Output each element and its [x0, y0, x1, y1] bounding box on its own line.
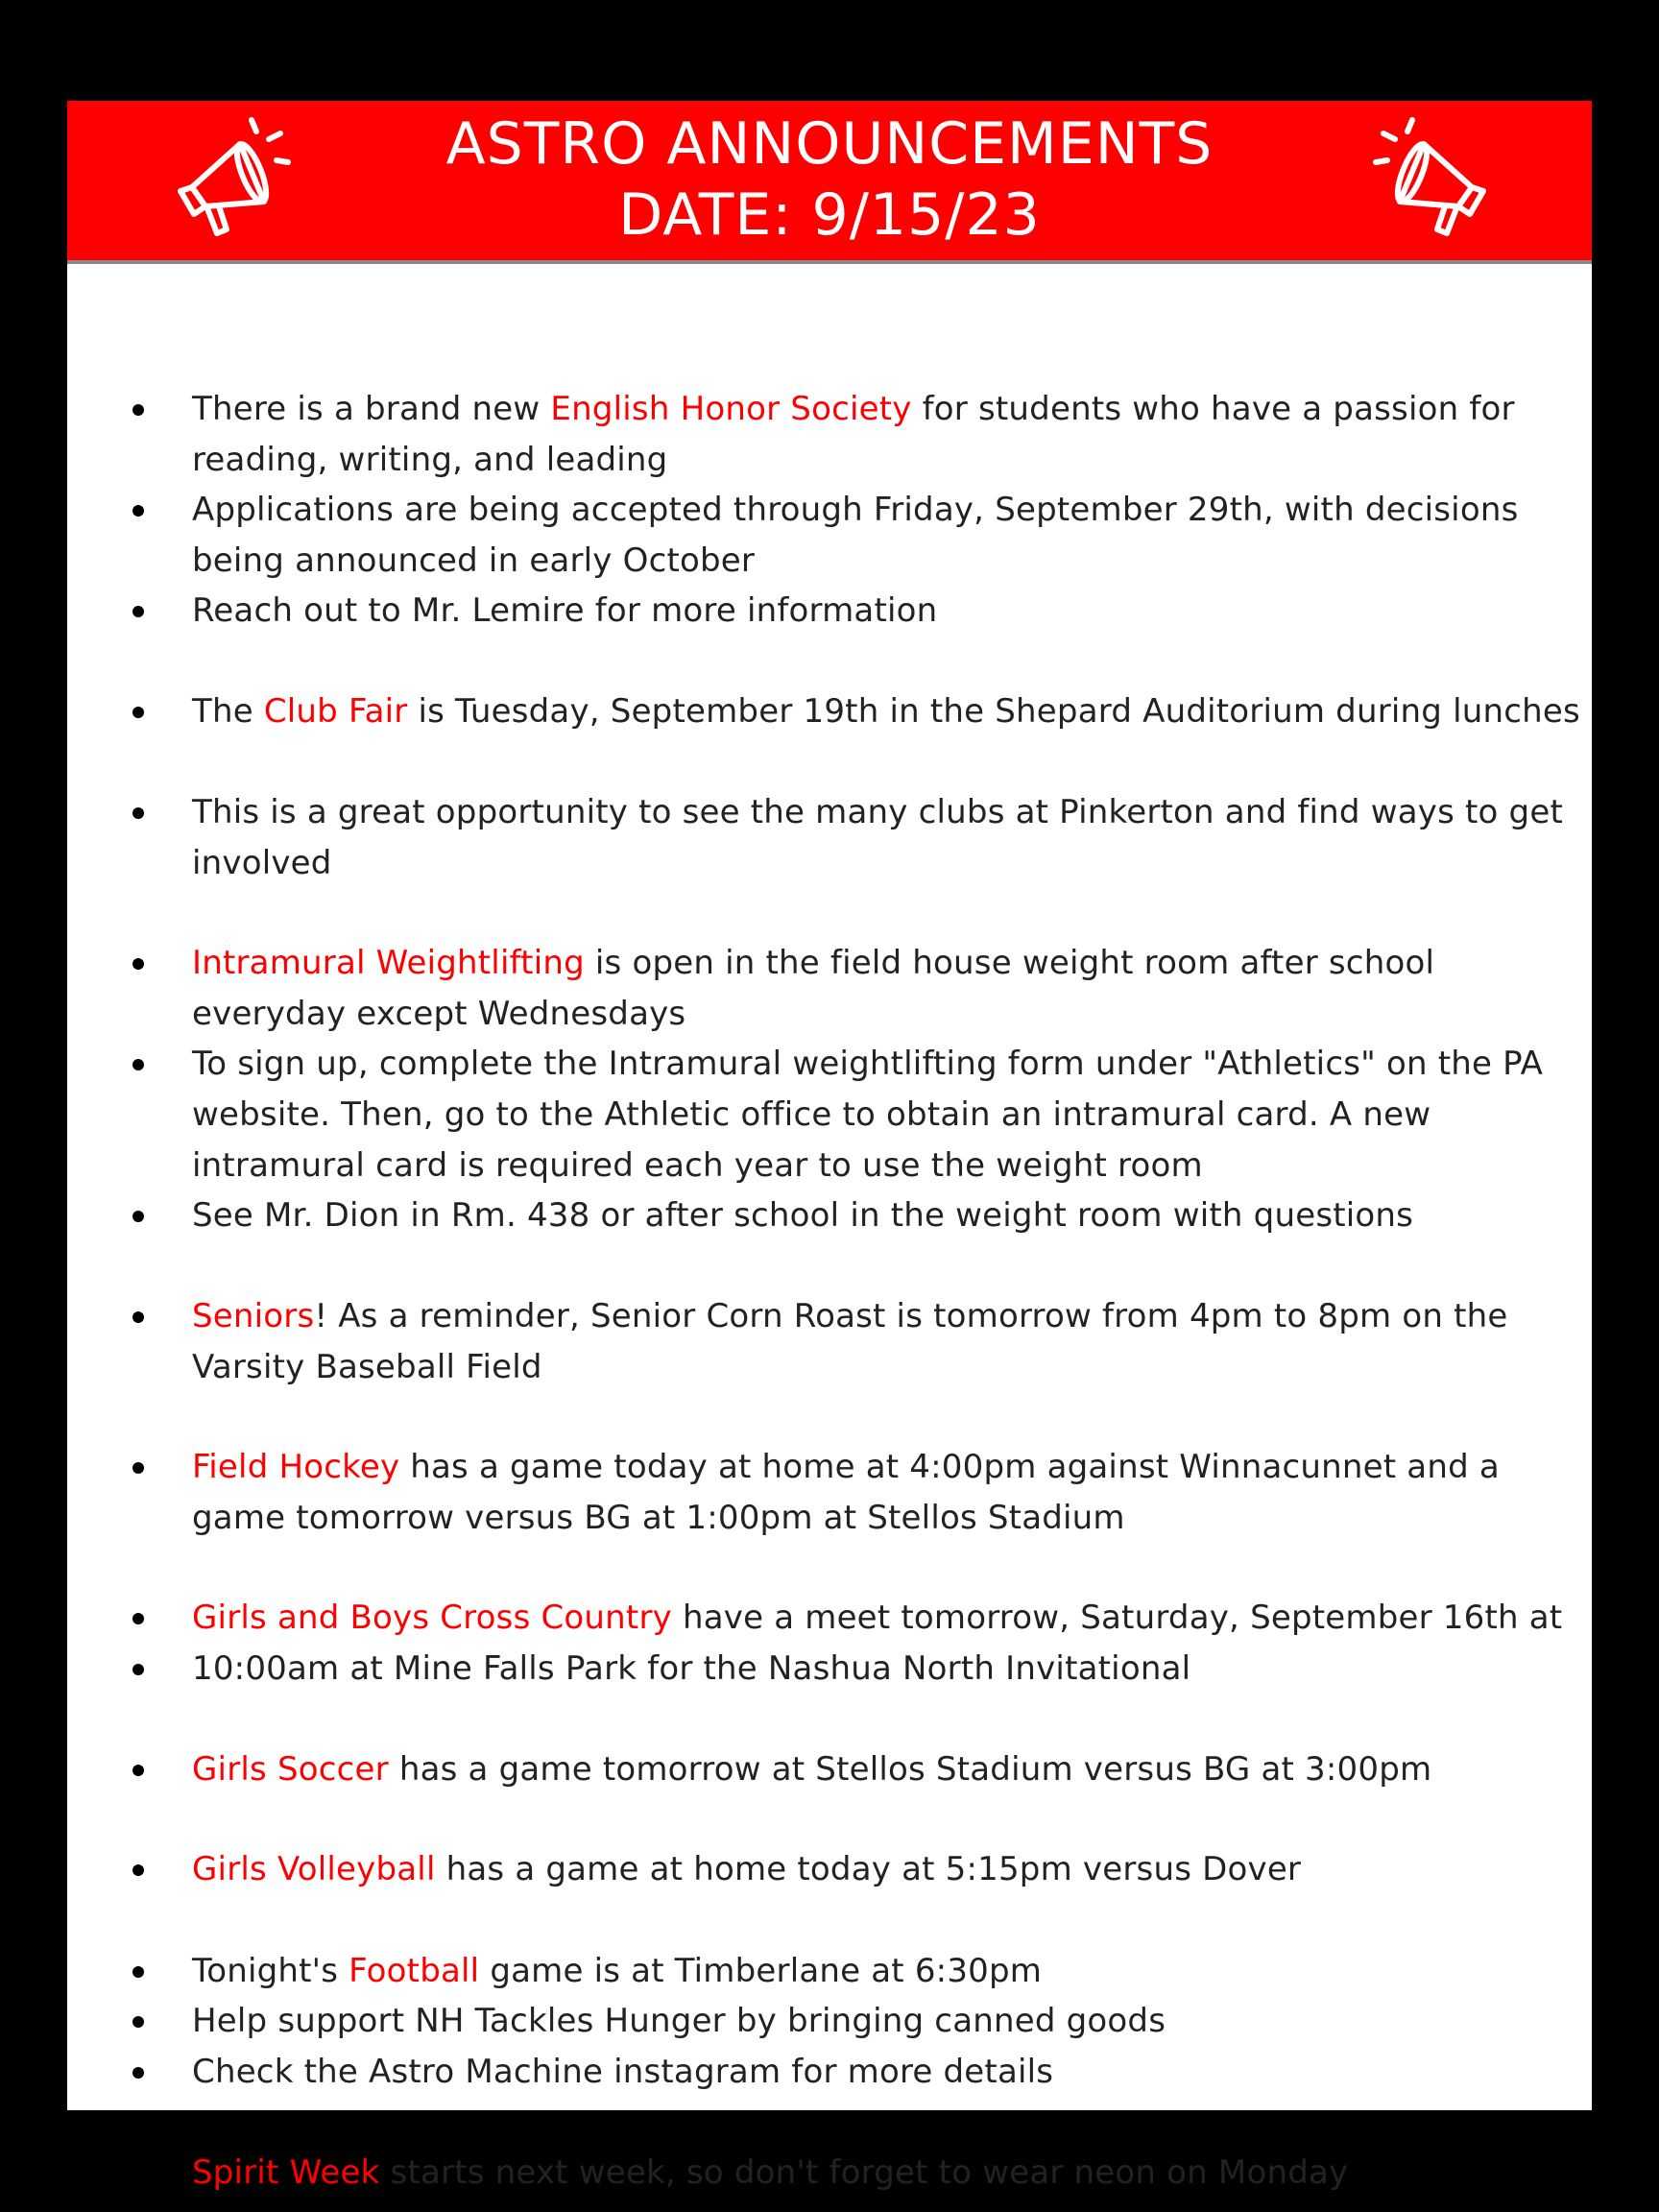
announcement-item — [192, 1644, 1584, 1695]
highlight-text: Girls and Boys Cross Country — [192, 1599, 672, 1637]
announcement-item — [192, 938, 1584, 1040]
bullet-icon — [132, 1613, 144, 1624]
announcement-item — [192, 787, 1584, 889]
bullet-icon — [132, 707, 144, 718]
highlight-text: Club Fair — [263, 692, 408, 731]
item-text: 10:00am at Mine Falls Park for the Nashua North Invitational — [192, 1649, 1191, 1688]
bullet-icon — [132, 1664, 144, 1675]
item-text: Check the Astro Machine instagram for more details — [192, 2053, 1054, 2091]
item-text: Applications are being accepted through Friday, September 29th, with decisions being announced in early October — [192, 491, 1529, 580]
item-text: The Club Fair is Tuesday, September 19th in the Shepard Auditorium during lunches — [192, 692, 1580, 731]
title-heading: ASTRO ANNOUNCEMENTS — [445, 110, 1214, 178]
bullet-icon — [132, 606, 144, 617]
announcement-item — [192, 686, 1584, 737]
announcement-item — [192, 1844, 1584, 1895]
bullet-icon — [132, 2168, 144, 2179]
item-text: Girls Soccer has a game tomorrow at Stellos Stadium versus BG at 3:00pm — [192, 1750, 1432, 1789]
item-text: Seniors! As a reminder, Senior Corn Roast is tomorrow from 4pm to 8pm on the Varsity Baseball Field — [192, 1297, 1519, 1386]
highlight-text: Intramural Weightlifting — [192, 944, 585, 982]
item-text: Spirit Week starts next week, so don't forget to wear neon on Monday — [192, 2153, 1349, 2192]
bullet-icon — [132, 404, 144, 416]
announcement-item — [192, 1442, 1584, 1544]
highlight-text: Football — [349, 1952, 480, 1990]
bullet-icon — [132, 1966, 144, 1978]
announcement-item — [192, 485, 1584, 587]
item-text: There is a brand new English Honor Society for students who have a passion for reading, writing, and leading — [192, 390, 1526, 479]
announcement-item — [192, 1039, 1584, 1191]
item-text: Intramural Weightlifting is open in the field house weight room after school everyday except Wednesdays — [192, 944, 1446, 1033]
announcement-item — [192, 384, 1584, 486]
item-text: Girls and Boys Cross Country have a meet tomorrow, Saturday, September 16th at — [192, 1599, 1563, 1637]
bullet-icon — [132, 1765, 144, 1776]
megaphone-icon — [1366, 110, 1501, 245]
date-heading: DATE: 9/15/23 — [618, 181, 1041, 249]
bullet-icon — [132, 958, 144, 970]
item-text: Girls Volleyball has a game at home today at 5:15pm versus Dover — [192, 1850, 1302, 1888]
bullet-icon — [132, 505, 144, 517]
banner-title — [67, 108, 1592, 251]
bullet-icon — [132, 2016, 144, 2028]
bullet-icon — [132, 1059, 144, 1070]
bullet-icon — [132, 1462, 144, 1474]
bullet-icon — [132, 807, 144, 819]
highlight-text: Girls Soccer — [192, 1750, 389, 1789]
announcement-item — [192, 2047, 1584, 2098]
bullet-icon — [132, 1311, 144, 1323]
highlight-text: Field Hockey — [192, 1448, 400, 1486]
announcement-item — [192, 1996, 1584, 2047]
bullet-icon — [132, 2067, 144, 2079]
announcement-item — [192, 1593, 1584, 1644]
announcement-item — [192, 1946, 1584, 1997]
header-banner — [67, 101, 1592, 264]
announcement-item — [192, 1190, 1584, 1241]
announcement-item — [192, 1744, 1584, 1795]
item-text: Field Hockey has a game today at home at 4:00pm against Winnacunnet and a game tomorrow versus BG at 1:00pm at Stellos Stadium — [192, 1448, 1510, 1537]
item-text: This is a great opportunity to see the many clubs at Pinkerton and find ways to get involved — [192, 793, 1574, 882]
announcement-item — [192, 586, 1584, 637]
bullet-icon — [132, 1864, 144, 1876]
highlight-text: Girls Volleyball — [192, 1850, 436, 1888]
item-text: Tonight's Football game is at Timberlane at 6:30pm — [192, 1952, 1043, 1990]
bullet-icon — [132, 1211, 144, 1222]
highlight-text: Spirit Week — [192, 2153, 380, 2192]
announcement-item — [192, 2148, 1584, 2199]
announcement-item — [192, 1291, 1584, 1393]
announcement-sheet — [67, 101, 1592, 2192]
item-text: To sign up, complete the Intramural weightlifting form under "Athletics" on the PA website. Then, go to the Athletic office to obtain an intramural card. A new intramural card is required each year to use the weight room — [192, 1045, 1554, 1185]
item-text: Help support NH Tackles Hunger by bringing canned goods — [192, 2002, 1166, 2040]
highlight-text: Seniors — [192, 1297, 315, 1335]
item-text: See Mr. Dion in Rm. 438 or after school in the weight room with questions — [192, 1196, 1414, 1235]
item-text: Reach out to Mr. Lemire for more information — [192, 591, 938, 630]
highlight-text: English Honor Society — [550, 390, 912, 428]
